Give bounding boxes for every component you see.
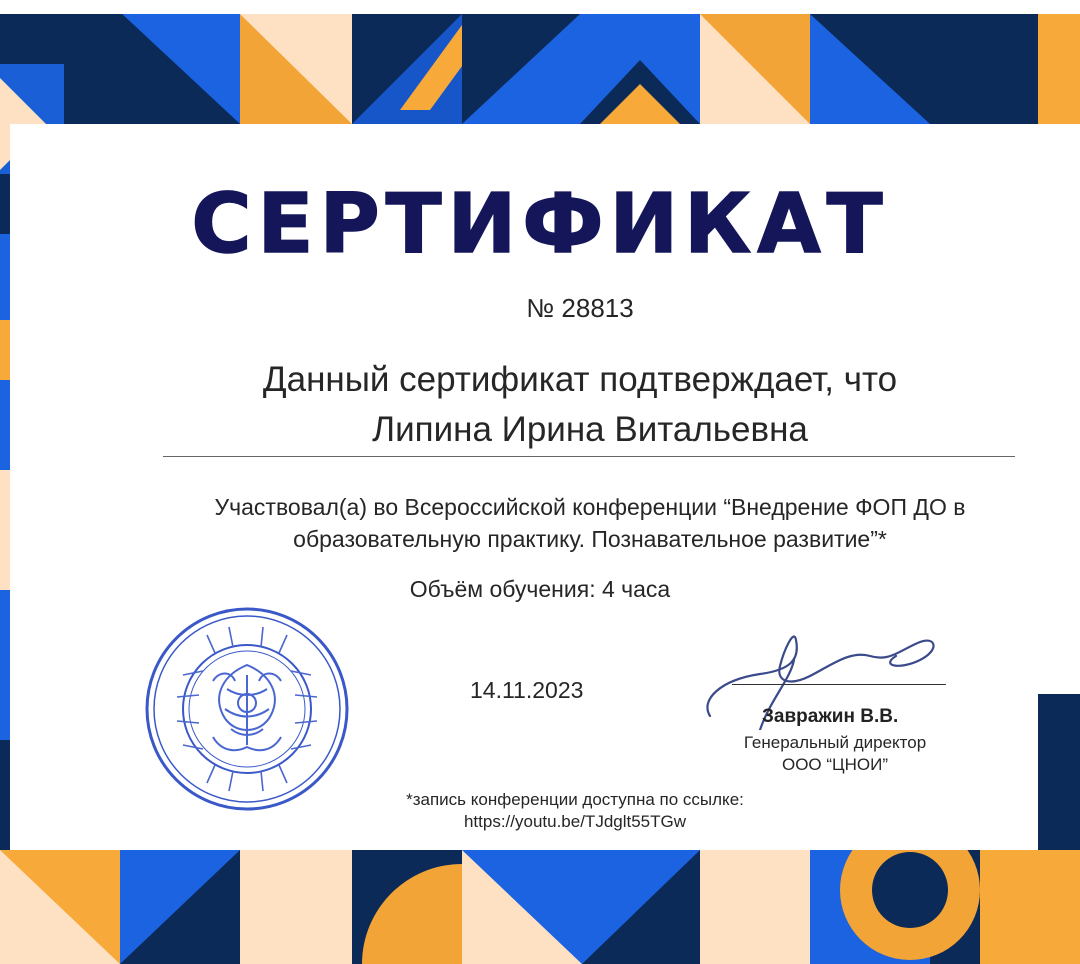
signature-line	[732, 684, 946, 685]
intro-text: Данный сертификат подтверждает, что	[262, 360, 898, 399]
signer-organization: ООО “ЦНОИ”	[781, 755, 888, 774]
issue-date: 14.11.2023	[470, 677, 584, 703]
signer-position: Генеральный директор	[743, 733, 927, 752]
signer-name: Завражин В.В.	[762, 706, 899, 727]
participation-line-2: образовательную практику. Познавательное развитие”*	[293, 526, 887, 552]
recording-link[interactable]: https://youtu.be/TJdglt55TGw	[463, 812, 687, 831]
participation-line-1: Участвовал(а) во Всероссийской конференции “Внедрение ФОП ДО в	[214, 494, 966, 520]
recipient-name: Липина Ирина Витальевна	[372, 410, 808, 449]
recording-note: *запись конференции доступна по ссылке:	[406, 790, 744, 809]
certificate-title: СЕРТИФИКАТ	[191, 177, 889, 272]
study-volume: Объём обучения: 4 часа	[409, 576, 671, 602]
name-underline	[163, 456, 1015, 457]
organization-seal	[143, 605, 351, 813]
certificate-number: № 28813	[526, 293, 634, 323]
